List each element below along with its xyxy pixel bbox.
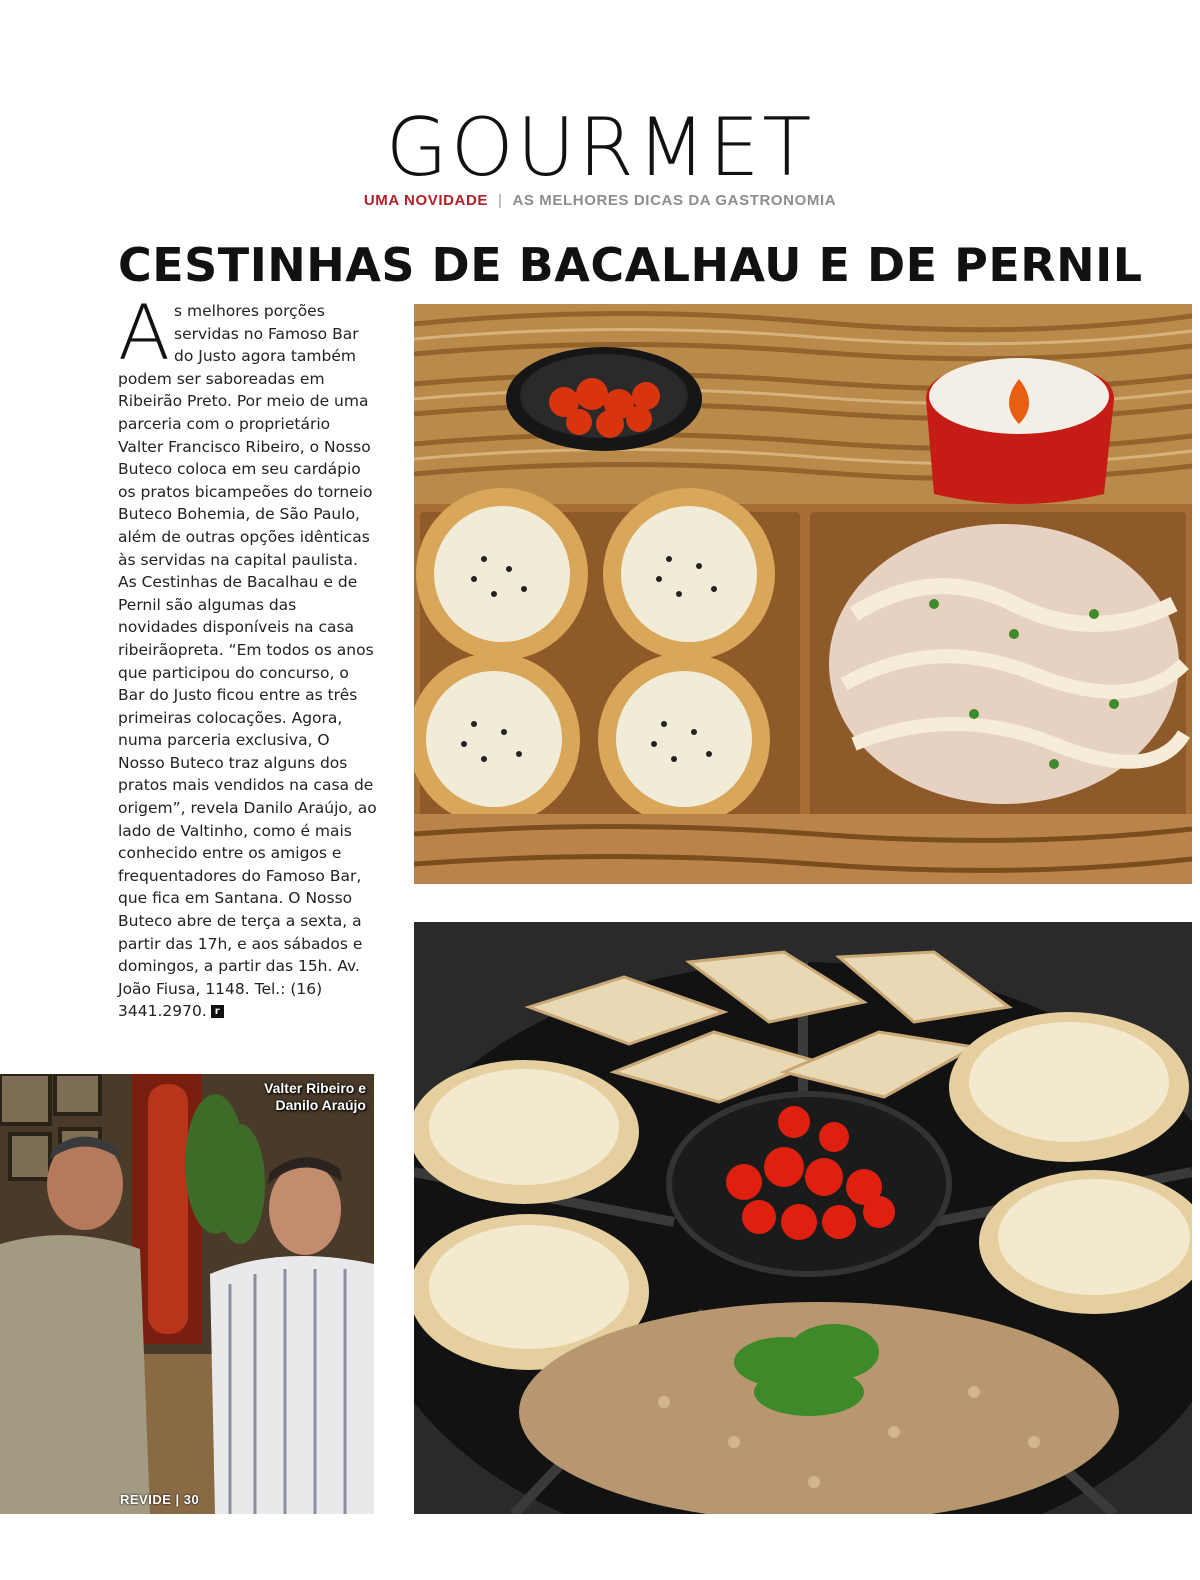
drop-cap: A xyxy=(118,288,170,377)
photo-caption xyxy=(264,1080,366,1114)
section-title: GOURMET xyxy=(385,101,815,194)
section-subhead xyxy=(0,192,1200,209)
article-headline: CESTINHAS DE BACALHAU E DE PERNIL xyxy=(118,238,1143,292)
photo-owners xyxy=(0,1074,374,1514)
subhead-separator: | xyxy=(498,192,503,209)
page-folio: REVIDE | 30 xyxy=(120,1492,200,1507)
article-body xyxy=(118,288,380,1023)
article-phone: Tel.: (16) 3441.2970. xyxy=(118,979,323,1021)
photo-platter xyxy=(414,922,1192,1514)
caption-line-1: Valter Ribeiro e xyxy=(264,1080,366,1096)
end-mark-icon: r xyxy=(211,1005,224,1018)
subhead-description: AS MELHORES DICAS DA GASTRONOMIA xyxy=(512,192,837,209)
article-paragraph: s melhores porções servidas no Famoso Bar do Justo agora também podem ser saboreadas em Ribeirão Preto. Por meio de uma parceria com o proprietário Valter Francisco Ribeiro, o Nosso Buteco coloca em seu cardápio os pratos bicampeões do torneio Buteco Bohemia, de São Paulo, além de outras opções idênticas às servidas na capital paulista. As Cestinhas de Bacalhau e de Pernil são algumas das novidades disponíveis na casa ribeirãopreta. “Em todos os anos que participou do concurso, o Bar do Justo ficou entre as três primeiras colocações. Agora, numa parceria exclusiva, O Nosso Buteco traz alguns dos pratos mais vendidos na casa de origem”, revela Danilo Araújo, ao lado de Valtinho, como é mais conhecido entre os amigos e frequentadores do Famoso Bar, que fica em Santana. O Nosso Buteco abre de terça a sexta, a partir das 17h, e aos sábados e domingos, a partir das 15h. Av. João Fiusa, 1148. xyxy=(118,302,377,998)
photo-basket-tartlets xyxy=(414,304,1192,884)
caption-line-2: Danilo Araújo xyxy=(275,1097,366,1113)
subhead-tag: UMA NOVIDADE xyxy=(363,192,488,209)
